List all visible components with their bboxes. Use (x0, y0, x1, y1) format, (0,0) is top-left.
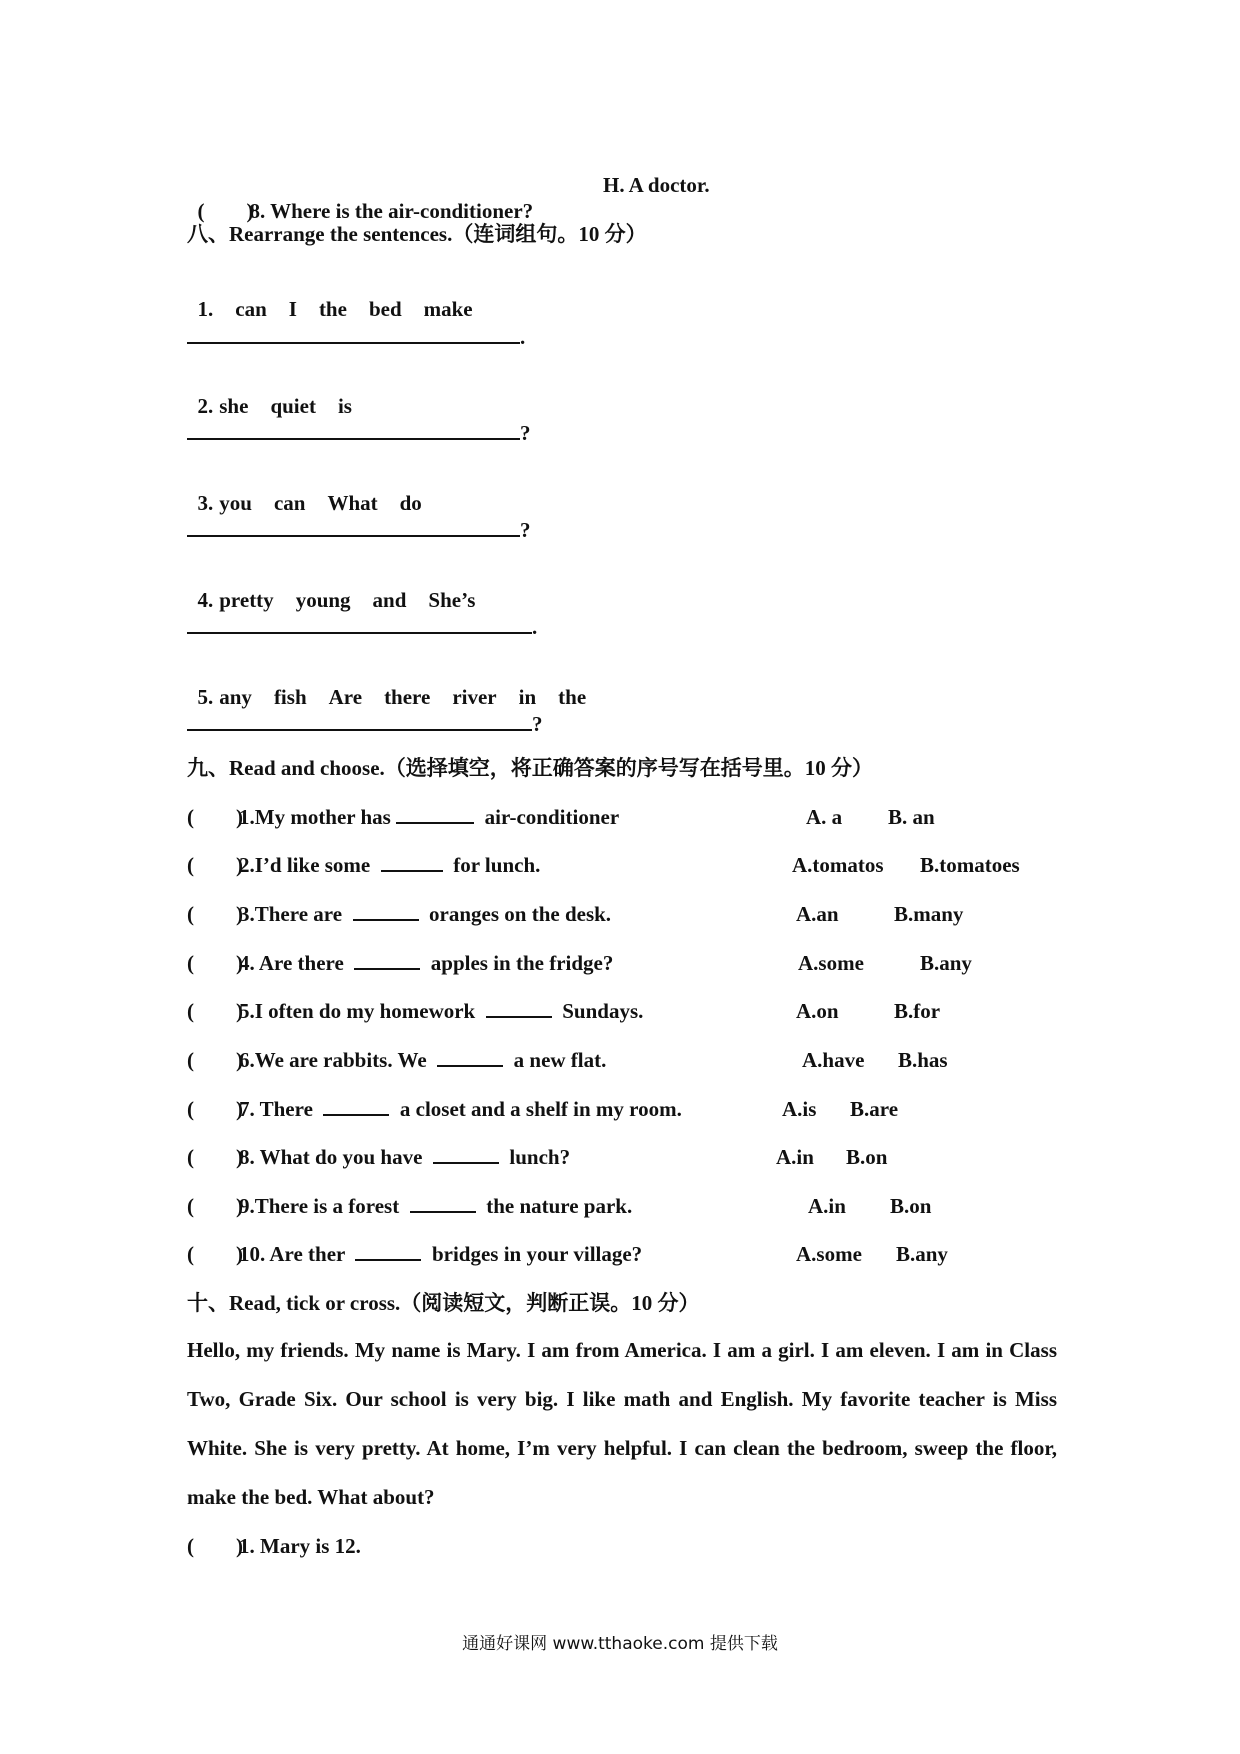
blank[interactable] (353, 901, 419, 921)
option-b[interactable]: B.any (920, 951, 972, 975)
option-a[interactable]: A.in (808, 1194, 846, 1218)
blank[interactable] (437, 1047, 503, 1067)
answer-paren[interactable]: ( ) (187, 951, 243, 975)
blank[interactable] (381, 852, 443, 872)
option-b[interactable]: B.tomatoes (920, 853, 1020, 877)
blank[interactable] (323, 1096, 389, 1116)
rearrange-2-words: 2. she quiet is (197, 394, 352, 418)
choose-row-2: ( )2.I’d like some for lunch. (187, 853, 541, 877)
answer-paren[interactable]: ( ) (187, 999, 243, 1023)
option-b[interactable]: B. an (888, 805, 935, 829)
item-number: 1. (197, 297, 214, 321)
option-a[interactable]: A.is (782, 1097, 817, 1121)
option-b[interactable]: B.on (890, 1194, 932, 1218)
option-a[interactable]: A.on (796, 999, 839, 1023)
option-b[interactable]: B.for (894, 999, 941, 1023)
answer-paren[interactable]: ( ) (187, 1534, 243, 1558)
answer-line-4[interactable]: . (187, 610, 537, 640)
answer-h: H. A doctor. (603, 173, 710, 197)
blank[interactable] (354, 950, 420, 970)
answer-line-1[interactable]: . (187, 320, 525, 350)
blank[interactable] (410, 1193, 476, 1213)
answer-line-5[interactable]: ? (187, 707, 543, 737)
word: I (288, 297, 297, 321)
section-8-title: 八、Rearrange the sentences.（连词组句。10 分） (187, 222, 647, 246)
option-a[interactable]: A. a (806, 805, 843, 829)
option-a[interactable]: A.some (798, 951, 864, 975)
option-b[interactable]: B.has (898, 1048, 948, 1072)
rearrange-3-words: 3. you can What do (197, 491, 422, 515)
option-a[interactable]: A.an (796, 902, 839, 926)
word: make (423, 297, 473, 321)
word: the (318, 297, 347, 321)
answer-paren[interactable]: ( ) (187, 902, 243, 926)
rearrange-5-words: 5. any fish Are there river in the (197, 685, 587, 709)
word: bed (368, 297, 402, 321)
option-a[interactable]: A.have (802, 1048, 865, 1072)
option-b[interactable]: B.many (894, 902, 964, 926)
tick-cross-row-1: ( )1. Mary is 12. (187, 1534, 361, 1558)
reading-passage: Hello, my friends. My name is Mary. I am from America. I am a girl. I am eleven. I am in Class Two, Grade Six. Our school is very big. I like math and English. My favorite teacher is Miss White. She is very pretty. At home, I’m very helpful. I can clean the bedroom, sweep the floor, make the bed. What about? (187, 1338, 1057, 1509)
match-row-8 (187, 172, 533, 224)
choose-row-6: ( )6.We are rabbits. We a new flat. (187, 1048, 607, 1072)
choose-row-10: ( )10. Are ther bridges in your village? (187, 1242, 643, 1266)
answer-paren[interactable]: ( ) (187, 805, 243, 829)
answer-paren[interactable]: ( ) (187, 853, 243, 877)
rearrange-1-words (187, 270, 495, 322)
answer-paren[interactable]: ( ) (187, 1194, 243, 1218)
answer-line-2[interactable]: ? (187, 416, 531, 446)
choose-row-4: ( )4. Are there apples in the fridge? (187, 951, 614, 975)
word: can (235, 297, 267, 321)
section-9-title: 九、Read and choose.（选择填空，将正确答案的序号写在括号里。10 分） (187, 756, 874, 780)
choose-row-8: ( )8. What do you have lunch? (187, 1145, 571, 1169)
blank[interactable] (355, 1241, 421, 1261)
option-a[interactable]: A.some (796, 1242, 862, 1266)
answer-paren[interactable]: ( ) (187, 1097, 243, 1121)
choose-row-3: ( )3.There are oranges on the desk. (187, 902, 612, 926)
option-b[interactable]: B.any (896, 1242, 948, 1266)
choose-row-1: ( )1.My mother has air-conditioner (187, 805, 620, 829)
choose-row-7: ( )7. There a closet and a shelf in my room. (187, 1097, 682, 1121)
blank[interactable] (396, 804, 474, 824)
answer-paren[interactable]: ( ) (187, 1242, 243, 1266)
answer-paren[interactable]: ( ) (197, 199, 254, 223)
question-text: 8. Where is the air-conditioner? (249, 199, 534, 223)
answer-paren[interactable]: ( ) (187, 1048, 243, 1072)
choose-row-9: ( )9.There is a forest the nature park. (187, 1194, 633, 1218)
option-a[interactable]: A.tomatos (792, 853, 884, 877)
answer-line-3[interactable]: ? (187, 513, 531, 543)
blank[interactable] (433, 1144, 499, 1164)
footer-watermark: 通通好课网 www.tthaoke.com 提供下载 (462, 1634, 778, 1654)
option-a[interactable]: A.in (776, 1145, 814, 1169)
answer-paren[interactable]: ( ) (187, 1145, 243, 1169)
blank[interactable] (486, 998, 552, 1018)
rearrange-4-words: 4. pretty young and She’s (197, 588, 476, 612)
section-10-title: 十、Read, tick or cross.（阅读短文，判断正误。10 分） (187, 1291, 700, 1315)
choose-row-5: ( )5.I often do my homework Sundays. (187, 999, 644, 1023)
option-b[interactable]: B.are (850, 1097, 899, 1121)
option-b[interactable]: B.on (846, 1145, 888, 1169)
